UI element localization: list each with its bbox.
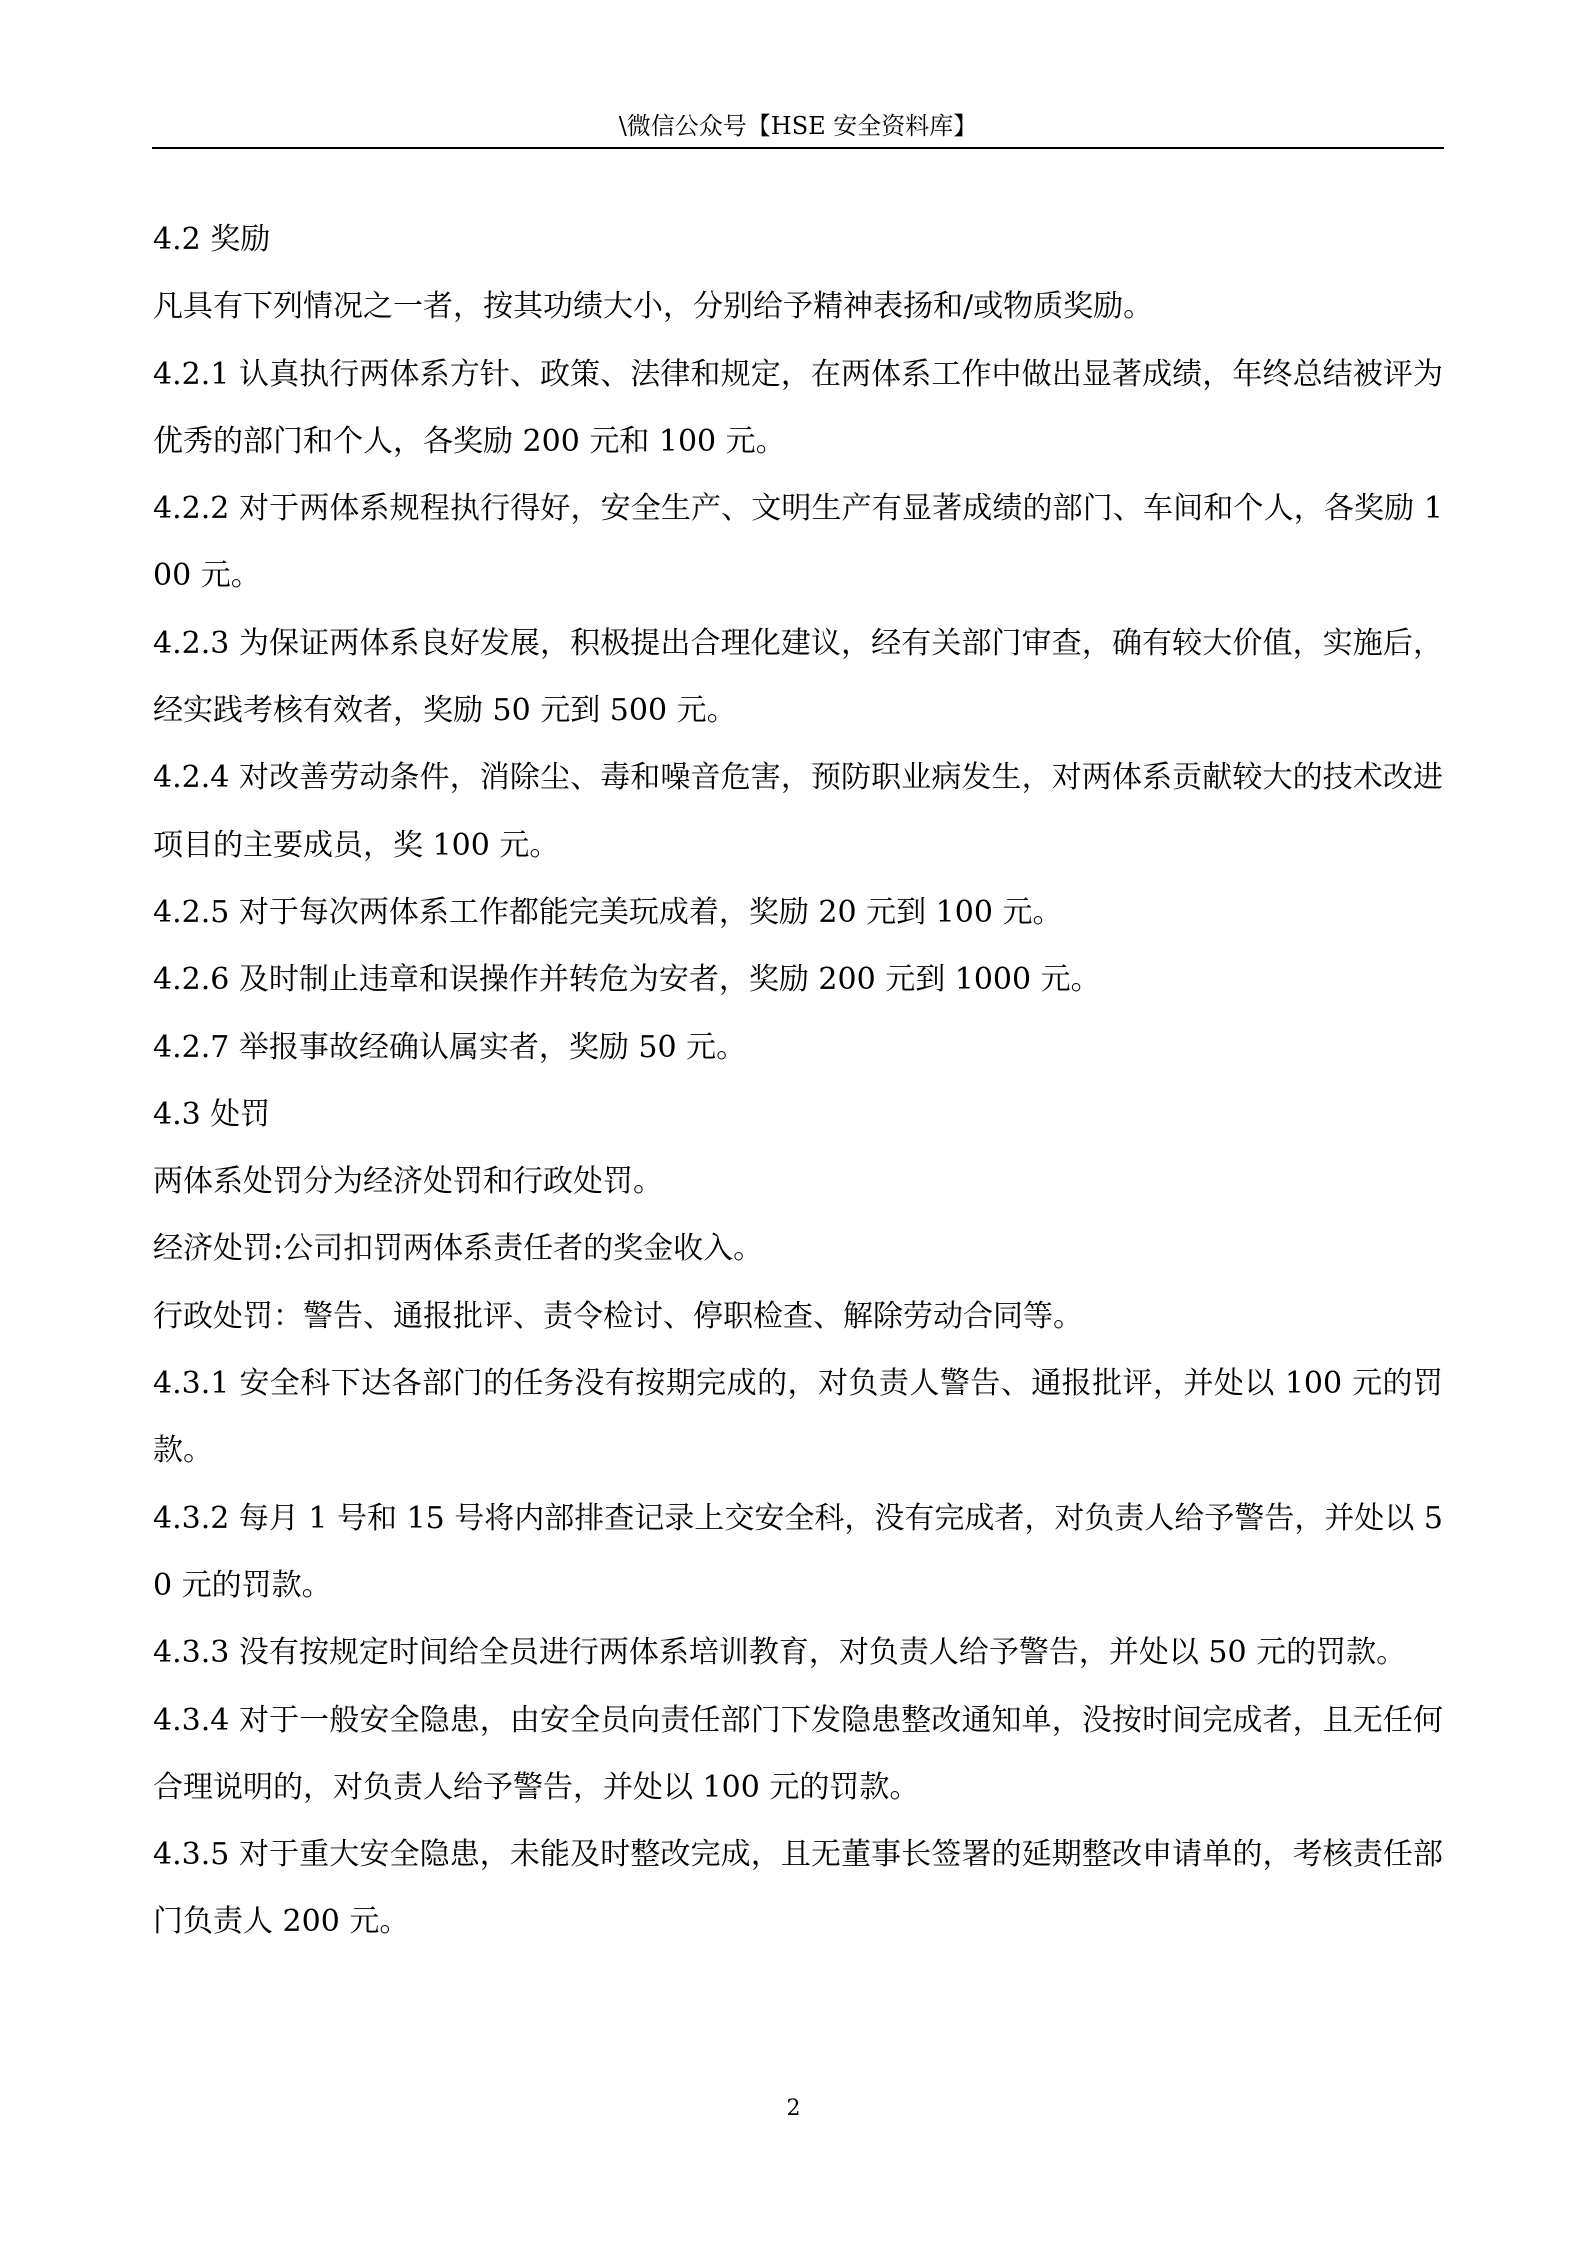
paragraph: 凡具有下列情况之一者，按其功绩大小，分别给予精神表扬和/或物质奖励。 (153, 289, 1154, 325)
header-divider (152, 147, 1444, 149)
clause-4-3-1: 4.3.1 安全科下达各部门的任务没有按期完成的，对负责人警告、通报批评，并处以 100 元的罚款。 (153, 1366, 1443, 1469)
section-heading-4-3: 4.3 处罚 (153, 1096, 271, 1132)
clause-4-3-4: 4.3.4 对于一般安全隐患，由安全员向责任部门下发隐患整改通知单，没按时间完成者，且无任何合理说明的，对负责人给予警告，并处以 100 元的罚款。 (153, 1702, 1443, 1805)
clause-4-2-5: 4.2.5 对于每次两体系工作都能完美玩成着，奖励 20 元到 100 元。 (153, 894, 1063, 930)
paragraph: 行政处罚：警告、通报批评、责令检讨、停职检查、解除劳动合同等。 (153, 1298, 1083, 1334)
section-heading-4-2: 4.2 奖励 (153, 222, 271, 257)
clause-4-2-2: 4.2.2 对于两体系规程执行得好，安全生产、文明生产有显著成绩的部门、车间和个人，各奖励 100 元。 (153, 491, 1443, 594)
paragraph: 两体系处罚分为经济处罚和行政处罚。 (153, 1164, 663, 1200)
paragraph: 经济处罚:公司扣罚两体系责任者的奖金收入。 (153, 1231, 764, 1267)
page-number: 2 (786, 2096, 801, 2121)
clause-4-3-2: 4.3.2 每月 1 号和 15 号将内部排查记录上交安全科，没有完成者，对负责人给予警告，并处以 50 元的罚款。 (153, 1500, 1443, 1603)
clause-4-2-6: 4.2.6 及时制止违章和误操作并转危为安者，奖励 200 元到 1000 元。 (153, 962, 1101, 998)
clause-4-2-4: 4.2.4 对改善劳动条件，消除尘、毒和噪音危害，预防职业病发生，对两体系贡献较大的技术改进项目的主要成员，奖 100 元。 (153, 760, 1443, 863)
clause-4-2-7: 4.2.7 举报事故经确认属实者，奖励 50 元。 (153, 1029, 747, 1065)
clause-4-3-3: 4.3.3 没有按规定时间给全员进行两体系培训教育，对负责人给予警告，并处以 50 元的罚款。 (153, 1635, 1407, 1671)
clause-4-2-3: 4.2.3 为保证两体系良好发展，积极提出合理化建议，经有关部门审查，确有较大价值，实施后，经实践考核有效者，奖励 50 元到 500 元。 (153, 625, 1443, 729)
clause-4-3-5: 4.3.5 对于重大安全隐患，未能及时整改完成，且无董事长签署的延期整改申请单的，考核责任部门负责人 200 元。 (153, 1837, 1443, 1940)
document-body (153, 206, 1443, 1956)
clause-4-2-1: 4.2.1 认真执行两体系方针、政策、法律和规定，在两体系工作中做出显著成绩，年终总结被评为优秀的部门和个人，各奖励 200 元和 100 元。 (153, 356, 1443, 459)
page-header: \微信公众号【HSE 安全资料库】 (618, 112, 978, 140)
